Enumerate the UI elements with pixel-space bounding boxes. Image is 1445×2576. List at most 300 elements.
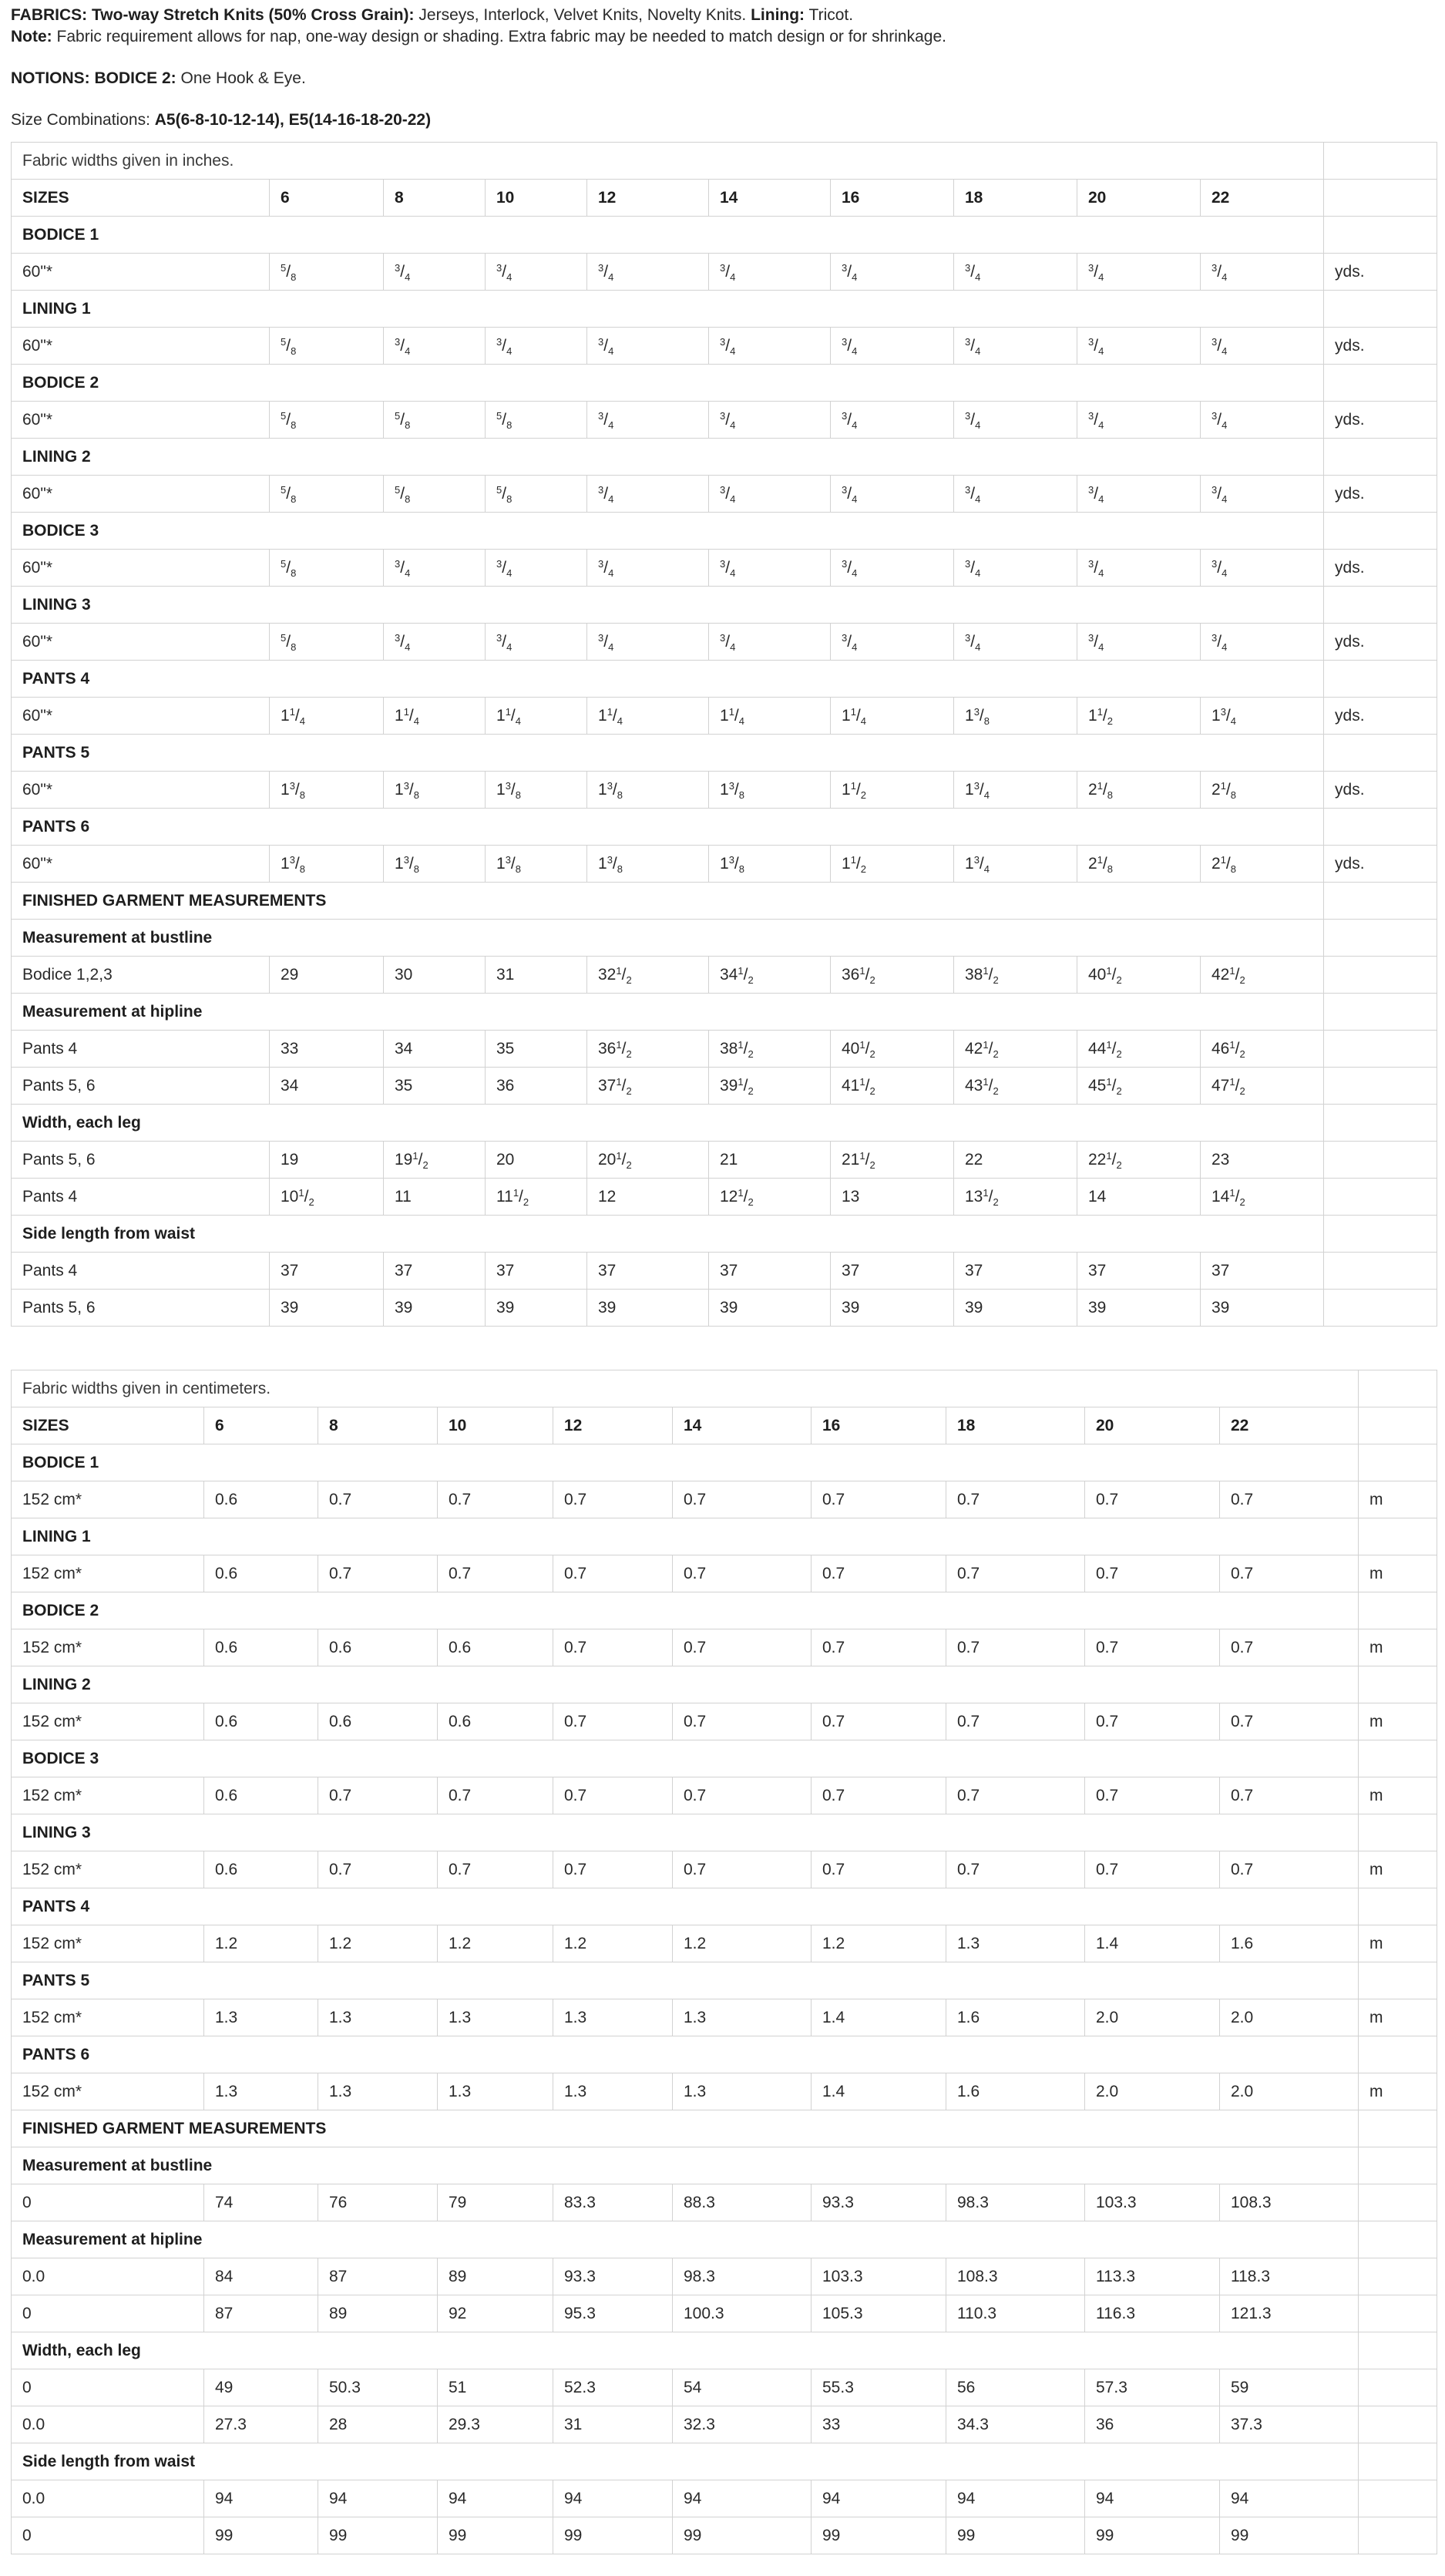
table-cell: $38^1/_2$ (954, 957, 1077, 994)
table-cell: $1^3/_8$ (587, 772, 709, 809)
section-heading-row (12, 2332, 1437, 2369)
table-cell: 110.3 (946, 2295, 1085, 2332)
row-label: 60"* (12, 476, 270, 513)
row-label: 60"* (12, 846, 270, 883)
sizes-label: SIZES (12, 180, 270, 217)
unit-column-blank (1359, 1666, 1437, 1703)
table-cell: 0.7 (812, 1629, 946, 1666)
table-cell: 1.3 (553, 1999, 673, 2036)
unit-column-blank (1324, 1179, 1437, 1216)
section-heading: PANTS 4 (12, 1888, 1359, 1925)
table-cell: $^3/_4$ (1201, 328, 1324, 365)
table-cell: 98.3 (946, 2184, 1085, 2221)
table-cell: $38^1/_2$ (709, 1031, 831, 1068)
table-cell: 99 (1085, 2517, 1220, 2554)
fabric-intro (11, 5, 1434, 131)
table-cell: $^5/_8$ (270, 476, 384, 513)
unit-column-blank (1324, 661, 1437, 698)
row-label: 60"* (12, 402, 270, 439)
section-heading-row (12, 587, 1437, 624)
unit-column-blank (1359, 2443, 1437, 2480)
section-heading: LINING 3 (12, 587, 1324, 624)
table-cell: $^5/_8$ (270, 624, 384, 661)
table-cell: 0.7 (1220, 1703, 1359, 1740)
table-cell: 0.7 (1085, 1555, 1220, 1592)
row-label: 152 cm* (12, 1777, 204, 1814)
unit-column-blank (1359, 2184, 1437, 2221)
table-cell: $41^1/_2$ (831, 1068, 954, 1105)
table-cell: $1^3/_8$ (486, 772, 587, 809)
table-cell: 1.3 (946, 1925, 1085, 1962)
unit-column-blank (1324, 217, 1437, 254)
table-row (12, 2295, 1437, 2332)
table-cell: 39 (384, 1290, 486, 1327)
table-cell: 22 (954, 1142, 1077, 1179)
table-cell: $^3/_4$ (587, 476, 709, 513)
row-label: 60"* (12, 254, 270, 291)
table-cell: $20^1/_2$ (587, 1142, 709, 1179)
table-cell: 103.3 (812, 2258, 946, 2295)
table-cell: 99 (812, 2517, 946, 2554)
section-heading-row (12, 439, 1437, 476)
table-cell: 39 (587, 1290, 709, 1327)
table-row (12, 1555, 1437, 1592)
table-cell: 13 (831, 1179, 954, 1216)
unit-column-blank (1324, 1142, 1437, 1179)
fabric-width-note: Fabric widths given in inches. (12, 143, 1324, 180)
table-cell: $^3/_4$ (587, 550, 709, 587)
table-cell: $1^3/_4$ (954, 846, 1077, 883)
row-label: 0 (12, 2517, 204, 2554)
table-cell: $22^1/_2$ (1077, 1142, 1201, 1179)
row-label: Pants 5, 6 (12, 1068, 270, 1105)
table-cell: 94 (673, 2480, 812, 2517)
row-label: 60"* (12, 772, 270, 809)
table-cell: 1.3 (553, 2073, 673, 2110)
fabric-width-note-row (12, 1370, 1437, 1407)
row-label: 60"* (12, 328, 270, 365)
table-cell: 0.7 (946, 1481, 1085, 1518)
fabrics-label: FABRICS: (11, 6, 88, 24)
table-row (12, 698, 1437, 735)
table-cell: 37 (270, 1253, 384, 1290)
table-cell: 37 (1077, 1253, 1201, 1290)
table-cell: 33 (270, 1031, 384, 1068)
table-cell: 0.7 (1220, 1777, 1359, 1814)
table-cell: 2.0 (1085, 1999, 1220, 2036)
table-cell: $^3/_4$ (486, 550, 587, 587)
unit-column-blank (1359, 1740, 1437, 1777)
table-cell: 92 (438, 2295, 553, 2332)
table-cell: 52.3 (553, 2369, 673, 2406)
section-heading: Measurement at hipline (12, 2221, 1359, 2258)
unit-cell: m (1359, 2073, 1437, 2110)
table-row (12, 1999, 1437, 2036)
notions-label: NOTIONS: BODICE 2: (11, 69, 176, 87)
row-label: Pants 4 (12, 1031, 270, 1068)
table-cell: 84 (204, 2258, 318, 2295)
table-cell: 50.3 (318, 2369, 438, 2406)
unit-column-blank (1359, 1592, 1437, 1629)
size-column-header: 8 (318, 1407, 438, 1444)
unit-column-blank (1359, 2036, 1437, 2073)
size-column-header: 6 (270, 180, 384, 217)
table-cell: $42^1/_2$ (1201, 957, 1324, 994)
table-cell: 94 (204, 2480, 318, 2517)
unit-cell: yds. (1324, 254, 1437, 291)
table-cell: 0.7 (673, 1851, 812, 1888)
table-cell: $^3/_4$ (709, 328, 831, 365)
table-cell: 108.3 (1220, 2184, 1359, 2221)
table-cell: $1^1/_4$ (709, 698, 831, 735)
row-label: 152 cm* (12, 1481, 204, 1518)
unit-column-blank (1359, 1444, 1437, 1481)
sizes-label: SIZES (12, 1407, 204, 1444)
section-heading: LINING 2 (12, 1666, 1359, 1703)
unit-column-blank (1324, 291, 1437, 328)
unit-cell: m (1359, 1925, 1437, 1962)
metric-yardage-table (11, 1370, 1437, 2554)
unit-cell: m (1359, 1481, 1437, 1518)
size-combinations-label: Size Combinations: (11, 111, 150, 129)
table-cell: $1^1/_2$ (1077, 698, 1201, 735)
table-cell: $13^1/_2$ (954, 1179, 1077, 1216)
table-row (12, 1481, 1437, 1518)
table-cell: 79 (438, 2184, 553, 2221)
table-cell: 1.3 (204, 1999, 318, 2036)
size-column-header: 18 (954, 180, 1077, 217)
table-cell: 94 (1220, 2480, 1359, 2517)
table-cell: 0.7 (318, 1555, 438, 1592)
table-cell: 0.7 (553, 1703, 673, 1740)
fabrics-line (11, 5, 1434, 26)
section-heading-row (12, 1962, 1437, 1999)
table-cell: $1^3/_8$ (384, 846, 486, 883)
table-cell: 0.7 (438, 1851, 553, 1888)
table-cell: $^3/_4$ (954, 402, 1077, 439)
table-cell: 99 (204, 2517, 318, 2554)
table-cell: 94 (812, 2480, 946, 2517)
section-heading-row (12, 920, 1437, 957)
fabrics-list: Jerseys, Interlock, Velvet Knits, Novelty Knits. (418, 6, 747, 24)
table-row (12, 624, 1437, 661)
table-cell: 89 (438, 2258, 553, 2295)
table-cell: $1^1/_4$ (486, 698, 587, 735)
unit-cell: m (1359, 1703, 1437, 1740)
table-cell: 1.3 (204, 2073, 318, 2110)
table-cell: 21 (709, 1142, 831, 1179)
table-cell: $^3/_4$ (954, 254, 1077, 291)
table-cell: 76 (318, 2184, 438, 2221)
table-cell: 33 (812, 2406, 946, 2443)
table-cell: 1.4 (1085, 1925, 1220, 1962)
size-column-header: 20 (1085, 1407, 1220, 1444)
unit-column-blank (1359, 1962, 1437, 1999)
section-heading-row (12, 1592, 1437, 1629)
table-cell: 54 (673, 2369, 812, 2406)
table-cell: 37 (486, 1253, 587, 1290)
section-heading-row (12, 513, 1437, 550)
unit-column-blank (1324, 1253, 1437, 1290)
section-heading: LINING 1 (12, 291, 1324, 328)
row-label: Pants 4 (12, 1179, 270, 1216)
table-cell: 0.7 (673, 1629, 812, 1666)
unit-column-blank (1359, 2295, 1437, 2332)
table-cell: 1.3 (438, 1999, 553, 2036)
table-row (12, 2184, 1437, 2221)
unit-column-blank (1359, 1888, 1437, 1925)
table-cell: $^3/_4$ (709, 476, 831, 513)
fabric-width-note: Fabric widths given in centimeters. (12, 1370, 1359, 1407)
table-cell: $^3/_4$ (486, 328, 587, 365)
table-cell: 11 (384, 1179, 486, 1216)
table-cell: 37.3 (1220, 2406, 1359, 2443)
unit-column-blank (1359, 2258, 1437, 2295)
unit-column-blank (1359, 1407, 1437, 1444)
table-row (12, 1142, 1437, 1179)
unit-column-blank (1359, 1814, 1437, 1851)
table-cell: 0.7 (1220, 1629, 1359, 1666)
table-row (12, 1253, 1437, 1290)
table-cell: 94 (1085, 2480, 1220, 2517)
table-cell: 0.7 (946, 1703, 1085, 1740)
table-cell: $1^3/_4$ (954, 772, 1077, 809)
section-heading: PANTS 5 (12, 735, 1324, 772)
lining-value: Tricot. (808, 6, 854, 24)
unit-column-blank (1324, 1068, 1437, 1105)
notions-value: One Hook & Eye. (180, 69, 306, 87)
unit-column-blank (1359, 2480, 1437, 2517)
table-row (12, 957, 1437, 994)
table-cell: 0.7 (318, 1851, 438, 1888)
table-cell: 0.7 (946, 1851, 1085, 1888)
table-cell: 0.6 (204, 1851, 318, 1888)
row-label: 0 (12, 2369, 204, 2406)
table-cell: 0.6 (318, 1629, 438, 1666)
table-row (12, 1179, 1437, 1216)
unit-cell: yds. (1324, 402, 1437, 439)
table-cell: $1^1/_2$ (831, 772, 954, 809)
unit-cell: m (1359, 1851, 1437, 1888)
table-cell: 0.7 (812, 1555, 946, 1592)
note-text: Fabric requirement allows for nap, one-way design or shading. Extra fabric may be needed to match design or for shrinkage. (56, 28, 946, 45)
section-heading: Measurement at bustline (12, 920, 1324, 957)
table-cell: $14^1/_2$ (1201, 1179, 1324, 1216)
row-label: 0.0 (12, 2480, 204, 2517)
table-cell: $^3/_4$ (384, 254, 486, 291)
table-row (12, 846, 1437, 883)
table-cell: $^3/_4$ (1201, 624, 1324, 661)
table-cell: 0.6 (204, 1703, 318, 1740)
unit-column-blank (1359, 2221, 1437, 2258)
section-heading-row (12, 2221, 1437, 2258)
table-cell: 59 (1220, 2369, 1359, 2406)
row-label: 152 cm* (12, 1703, 204, 1740)
size-column-header: 8 (384, 180, 486, 217)
section-heading-row (12, 1814, 1437, 1851)
row-label: 152 cm* (12, 2073, 204, 2110)
table-cell: 39 (831, 1290, 954, 1327)
section-heading: Width, each leg (12, 1105, 1324, 1142)
table-cell: $2^1/_8$ (1077, 772, 1201, 809)
size-combinations-value: A5(6-8-10-12-14), E5(14-16-18-20-22) (154, 111, 432, 129)
table-cell: 39 (954, 1290, 1077, 1327)
table-cell: 121.3 (1220, 2295, 1359, 2332)
unit-column-blank (1359, 1370, 1437, 1407)
table-cell: 100.3 (673, 2295, 812, 2332)
section-heading: PANTS 6 (12, 2036, 1359, 2073)
unit-column-blank (1324, 735, 1437, 772)
table-cell: 103.3 (1085, 2184, 1220, 2221)
table-cell: 93.3 (553, 2258, 673, 2295)
table-cell: 55.3 (812, 2369, 946, 2406)
table-cell: 14 (1077, 1179, 1201, 1216)
table-cell: 93.3 (812, 2184, 946, 2221)
notions-line (11, 68, 1434, 89)
table-cell: $^3/_4$ (486, 624, 587, 661)
table-cell: 2.0 (1220, 1999, 1359, 2036)
table-cell: 87 (204, 2295, 318, 2332)
table-cell: 0.6 (204, 1777, 318, 1814)
section-heading-row (12, 291, 1437, 328)
table-row (12, 328, 1437, 365)
table-cell: $2^1/_8$ (1201, 846, 1324, 883)
table-cell: $^3/_4$ (831, 624, 954, 661)
table-cell: $^5/_8$ (270, 328, 384, 365)
table-cell: 99 (318, 2517, 438, 2554)
table-cell: 87 (318, 2258, 438, 2295)
table-row (12, 2517, 1437, 2554)
table-cell: 0.6 (438, 1629, 553, 1666)
section-heading: Side length from waist (12, 2443, 1359, 2480)
table-cell: 0.7 (553, 1777, 673, 1814)
table-row (12, 1777, 1437, 1814)
table-cell: $^3/_4$ (384, 328, 486, 365)
row-label: 152 cm* (12, 1999, 204, 2036)
table-cell: 0.7 (553, 1555, 673, 1592)
unit-column-blank (1324, 957, 1437, 994)
section-heading-row (12, 1518, 1437, 1555)
size-column-header: 10 (486, 180, 587, 217)
table-row (12, 550, 1437, 587)
table-cell: $^3/_4$ (954, 624, 1077, 661)
table-cell: 0.7 (946, 1555, 1085, 1592)
table-cell: $21^1/_2$ (831, 1142, 954, 1179)
unit-column-blank (1359, 2517, 1437, 2554)
table-cell: 0.7 (812, 1851, 946, 1888)
unit-cell: m (1359, 1777, 1437, 1814)
table-cell: 56 (946, 2369, 1085, 2406)
table-cell: 31 (553, 2406, 673, 2443)
table-cell: $^3/_4$ (709, 254, 831, 291)
table-cell: $36^1/_2$ (587, 1031, 709, 1068)
section-heading-row (12, 2110, 1437, 2147)
table-cell: 0.7 (438, 1555, 553, 1592)
table-cell: 1.4 (812, 1999, 946, 2036)
table-cell: 99 (438, 2517, 553, 2554)
table-row (12, 1031, 1437, 1068)
size-column-header: 22 (1220, 1407, 1359, 1444)
table-cell: $^3/_4$ (1201, 476, 1324, 513)
table-cell: 116.3 (1085, 2295, 1220, 2332)
table-cell: 0.7 (946, 1629, 1085, 1666)
table-cell: 39 (1201, 1290, 1324, 1327)
table-row (12, 1290, 1437, 1327)
section-heading: BODICE 2 (12, 365, 1324, 402)
table-cell: 1.3 (318, 1999, 438, 2036)
table-cell: 0.7 (1085, 1851, 1220, 1888)
row-label: Pants 5, 6 (12, 1290, 270, 1327)
table-row (12, 2073, 1437, 2110)
lining-label: Lining: (751, 6, 805, 24)
table-cell: $^3/_4$ (709, 550, 831, 587)
table-cell: $1^3/_8$ (486, 846, 587, 883)
section-heading: Measurement at hipline (12, 994, 1324, 1031)
section-heading: BODICE 1 (12, 1444, 1359, 1481)
table-cell: $^3/_4$ (587, 624, 709, 661)
table-cell: $^3/_4$ (1201, 550, 1324, 587)
table-cell: 39 (709, 1290, 831, 1327)
table-cell: $1^3/_4$ (1201, 698, 1324, 735)
table-row (12, 476, 1437, 513)
table-cell: $^3/_4$ (486, 254, 587, 291)
section-heading-row (12, 809, 1437, 846)
table-cell: 98.3 (673, 2258, 812, 2295)
unit-column-blank (1324, 365, 1437, 402)
table-cell: 0.7 (553, 1481, 673, 1518)
section-heading-row (12, 1888, 1437, 1925)
unit-cell: yds. (1324, 772, 1437, 809)
table-cell: 1.6 (946, 1999, 1085, 2036)
section-heading-row (12, 1216, 1437, 1253)
table-row (12, 1068, 1437, 1105)
unit-column-blank (1359, 1518, 1437, 1555)
unit-column-blank (1324, 439, 1437, 476)
table-cell: 1.2 (204, 1925, 318, 1962)
table-cell: 0.7 (1085, 1481, 1220, 1518)
size-column-header: 20 (1077, 180, 1201, 217)
section-heading: Measurement at bustline (12, 2147, 1359, 2184)
row-label: Pants 4 (12, 1253, 270, 1290)
fabric-width-note-row (12, 143, 1437, 180)
size-column-header: 18 (946, 1407, 1085, 1444)
table-cell: 32.3 (673, 2406, 812, 2443)
section-heading-row (12, 735, 1437, 772)
table-cell: 0.6 (438, 1703, 553, 1740)
table-row (12, 1629, 1437, 1666)
table-cell: 1.3 (673, 1999, 812, 2036)
table-cell: 39 (486, 1290, 587, 1327)
table-cell: 0.6 (204, 1481, 318, 1518)
table-cell: 1.3 (673, 2073, 812, 2110)
size-column-header: 12 (553, 1407, 673, 1444)
table-cell: 0.7 (318, 1481, 438, 1518)
table-cell: $1^3/_8$ (709, 846, 831, 883)
table-row (12, 2406, 1437, 2443)
table-cell: 23 (1201, 1142, 1324, 1179)
table-cell: 94 (946, 2480, 1085, 2517)
table-cell: $12^1/_2$ (709, 1179, 831, 1216)
table-cell: 31 (486, 957, 587, 994)
unit-column-blank (1324, 1290, 1437, 1327)
table-cell: $^3/_4$ (831, 254, 954, 291)
unit-column-blank (1359, 2332, 1437, 2369)
section-heading: BODICE 3 (12, 513, 1324, 550)
table-cell: $^3/_4$ (1077, 328, 1201, 365)
table-cell: $10^1/_2$ (270, 1179, 384, 1216)
sizes-header-row (12, 180, 1437, 217)
section-heading-row (12, 1105, 1437, 1142)
